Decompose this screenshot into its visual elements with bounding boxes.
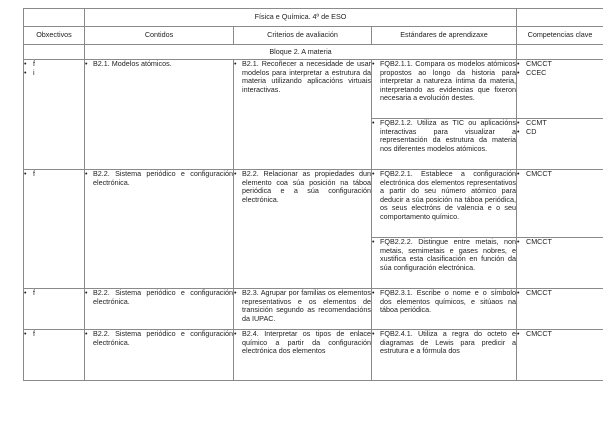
header-contents: Contidos bbox=[85, 27, 234, 45]
header-objectives: Obxectivos bbox=[24, 27, 85, 45]
objectives-cell: • f bbox=[24, 289, 85, 330]
competences-cell: • CCMT • CD bbox=[517, 119, 604, 170]
competences-cell: • CMCCT bbox=[517, 238, 604, 289]
standard-cell: • FQB2.4.1. Utiliza a regra do octeto e diagramas de Lewis para predicir a estrutura e a fórmula dos bbox=[372, 330, 517, 381]
competences-cell: • CMCCT bbox=[517, 170, 604, 238]
criterion-cell: • B2.2. Relacionar as propiedades dun elemento coa súa posición na táboa periódica e a súa configuración electrónica. bbox=[234, 170, 372, 289]
objective-item: • f bbox=[24, 59, 35, 68]
table-row bbox=[24, 170, 604, 238]
competences-cell: • CMCCT • CCEC bbox=[517, 60, 604, 119]
content-cell: • B2.2. Sistema periódico e configuración electrónica. bbox=[85, 330, 234, 381]
title-spacer-cell bbox=[24, 9, 85, 27]
curriculum-table bbox=[23, 8, 603, 381]
criterion-cell: • B2.4. Interpretar os tipos de enlace químico a partir da configuración electrónica dos elementos bbox=[234, 330, 372, 381]
criterion-cell: • B2.1. Recoñecer a necesidade de usar modelos para interpretar a estrutura da materia utilizando aplicacións virtuais interactivas. bbox=[234, 60, 372, 170]
standard-cell: • FQB2.2.1. Establece a configuración electrónica dos elementos representativos a partir do seu número atómico para deducir a súa posición na táboa periódica, os seus electróns de valencia e o seu comportamento químico. bbox=[372, 170, 517, 238]
objectives-cell: • f bbox=[24, 170, 85, 289]
standard-cell: • FQB2.1.2. Utiliza as TIC ou aplicacións interactivas para visualizar a representación da estrutura da materia nos diferentes modelos atómicos. bbox=[372, 119, 517, 170]
objective-item: • i bbox=[24, 67, 35, 77]
section-spacer-cell bbox=[24, 45, 85, 60]
table-row bbox=[24, 330, 604, 381]
section-title: Bloque 2. A materia bbox=[85, 45, 517, 60]
table-title-row bbox=[24, 9, 604, 27]
header-row bbox=[24, 27, 604, 45]
section-spacer-cell-right bbox=[517, 45, 604, 60]
table-row bbox=[24, 60, 604, 119]
header-standards: Estándares de aprendizaxe bbox=[372, 27, 517, 45]
competences-cell: • CMCCT bbox=[517, 289, 604, 330]
table-row bbox=[24, 289, 604, 330]
title-spacer-cell-right bbox=[517, 9, 604, 27]
competences-cell: • CMCCT bbox=[517, 330, 604, 381]
curriculum-page bbox=[23, 8, 603, 439]
table-title: Física e Química. 4º de ESO bbox=[85, 9, 517, 27]
objectives-cell bbox=[24, 60, 85, 170]
standard-cell: • FQB2.2.2. Distingue entre metais, non metais, semimetais e gases nobres, e xustifica esta clasificación en función da súa configuración electrónica. bbox=[372, 238, 517, 289]
header-competences: Competencias clave bbox=[517, 27, 604, 45]
content-cell: • B2.1. Modelos atómicos. bbox=[85, 60, 234, 170]
content-cell: • B2.2. Sistema periódico e configuración electrónica. bbox=[85, 170, 234, 289]
standard-cell: • FQB2.3.1. Escribe o nome e o símbolo dos elementos químicos, e sitúaos na táboa periódica. bbox=[372, 289, 517, 330]
criterion-cell: • B2.3. Agrupar por familias os elementos representativos e os elementos de transición segundo as recomendacións da IUPAC. bbox=[234, 289, 372, 330]
standard-cell: • FQB2.1.1. Compara os modelos atómicos propostos ao longo da historia para interpretar a natureza íntima da materia, interpretando as evidencias que fixeron necesaria a evolución destes. bbox=[372, 60, 517, 119]
objectives-cell: • f bbox=[24, 330, 85, 381]
content-cell: • B2.2. Sistema periódico e configuración electrónica. bbox=[85, 289, 234, 330]
section-row bbox=[24, 45, 604, 60]
header-criteria: Criterios de avaliación bbox=[234, 27, 372, 45]
